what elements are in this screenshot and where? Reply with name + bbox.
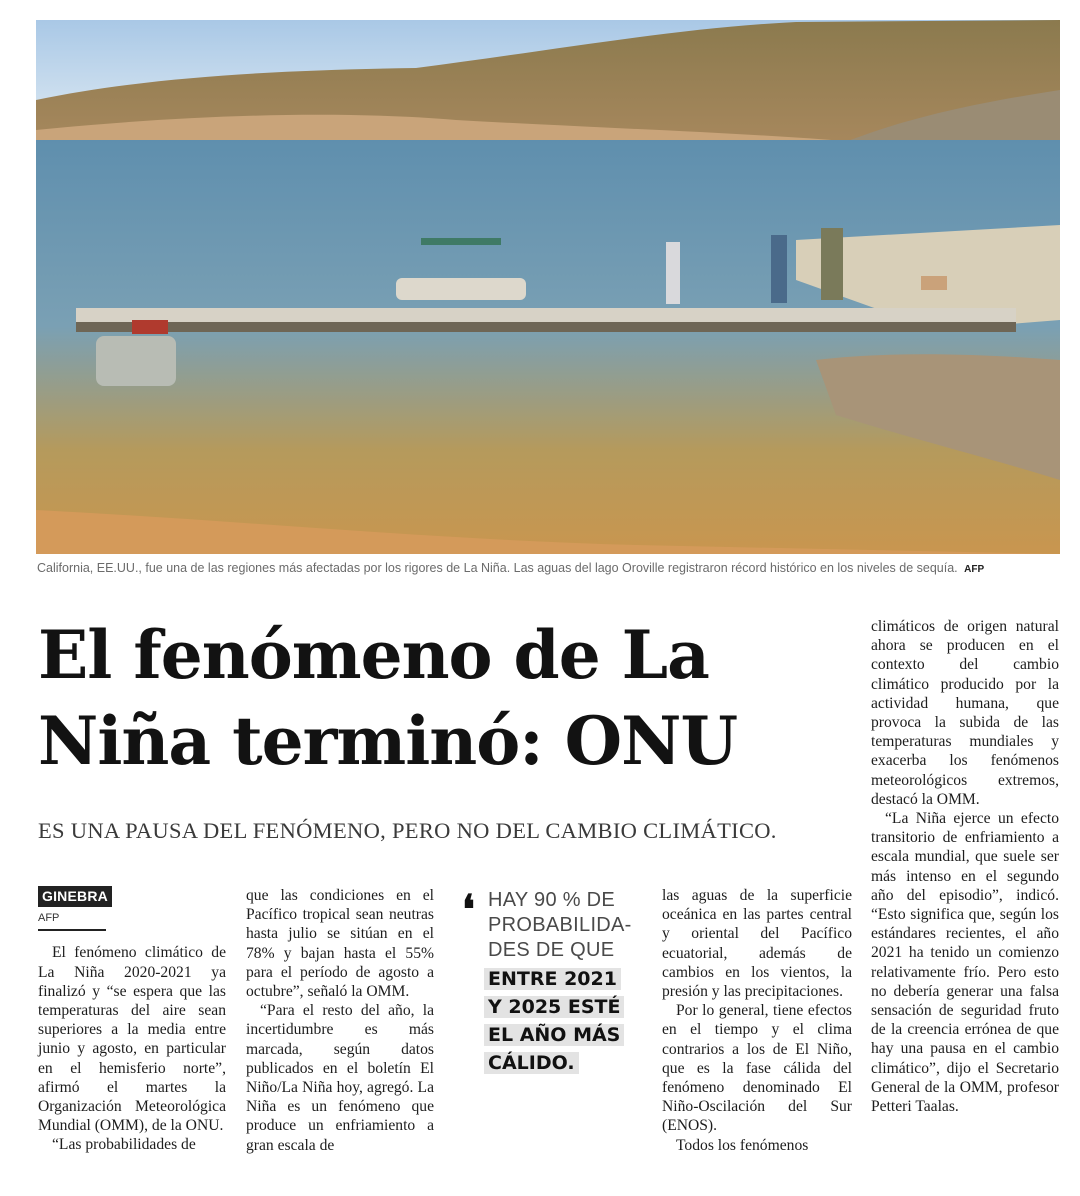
paragraph: “Para el resto del año, la incertidumbre es más marcada, según datos publicados en el boletín El Niño/La Niña hoy, agregó. La Niña es un fenómeno que produce un enfriamiento a gran escala de xyxy=(246,1002,434,1154)
paragraph: las aguas de la superficie oceánica en las partes central y oriental del Pacífico ecuatorial, además de cambios en los vientos, la presión y las precipitaciones. xyxy=(662,887,852,1001)
caption-text: California, EE.UU., fue una de las regiones más afectadas por los rigores de La Niña. Las aguas del lago Oroville registraron récord histórico en los niveles de sequía. xyxy=(37,561,958,575)
pull-quote xyxy=(462,888,632,1077)
pull-quote-highlight-text: ENTRE 2021 Y 2025 ESTÉ EL AÑO MÁS CÁLIDO. xyxy=(484,968,624,1074)
lake-oroville-image xyxy=(36,20,1060,554)
paragraph: El fenómeno climático de La Niña 2020-2021 ya finalizó y “se espera que las temperaturas del aire sean superiores a la media entre junio y agosto, en particular en el hemisferio norte”, afirmó el martes la Organización Meteorológica Mundial (OMM), de la ONU. xyxy=(38,944,226,1135)
paragraph: que las condiciones en el Pacífico tropical sean neutras hasta julio se sitúan en el 78% y bajan hasta el 55% para el período de agosto a octubre”, señaló la OMM. xyxy=(246,887,434,1001)
paragraph: Todos los fenómenos xyxy=(676,1136,809,1154)
byline-agency: AFP xyxy=(38,907,106,931)
photo-credit: AFP xyxy=(964,564,985,575)
headline: El fenómeno de La Niña terminó: ONU xyxy=(38,616,738,780)
quote-mark-icon: ❛ xyxy=(462,886,475,933)
dateline-city: GINEBRA xyxy=(38,886,112,907)
deck: ES UNA PAUSA DEL FENÓMENO, PERO NO DEL CAMBIO CLIMÁTICO. xyxy=(38,818,777,843)
photo-caption xyxy=(37,561,1067,575)
pull-quote-highlight xyxy=(484,965,632,1077)
article-photo xyxy=(36,20,1060,554)
paragraph: Por lo general, tiene efectos en el tiempo y el clima contrarios a los de El Niño, que es la fase cálida del fenómeno denominado El Niño-Oscilación del Sur (ENOS). xyxy=(662,1002,852,1135)
byline xyxy=(38,886,226,931)
pull-quote-intro: HAY 90 % DE PROBABILIDA-DES DE QUE xyxy=(488,889,632,961)
column-4 xyxy=(871,617,1059,1116)
column-2 xyxy=(246,886,434,1155)
column-1 xyxy=(38,886,226,1155)
paragraph: climáticos de origen natural ahora se producen en el contexto del cambio climático producido por la actividad humana, que provoca la subida de las temperaturas mundiales y exacerba los fenómenos meteorológicos extremos, destacó la OMM. xyxy=(871,618,1059,808)
paragraph: “Las probabilidades de xyxy=(52,1136,196,1154)
paragraph: “La Niña ejerce un efecto transitorio de enfriamiento a escala mundial, que suele ser más intenso en el segundo año del episodio”, indicó. “Esto significa que, según los estándares recientes, el año 2021 ha tenido un comienzo relativamente frío. Pero esto no debería generar una falsa sensación de seguridad fruto de la creencia errónea de que hay una pausa en el cambio climático”, dijo el Secretario General de la OMM, profesor Petteri Taalas. xyxy=(871,810,1059,1116)
column-3 xyxy=(662,886,852,1155)
